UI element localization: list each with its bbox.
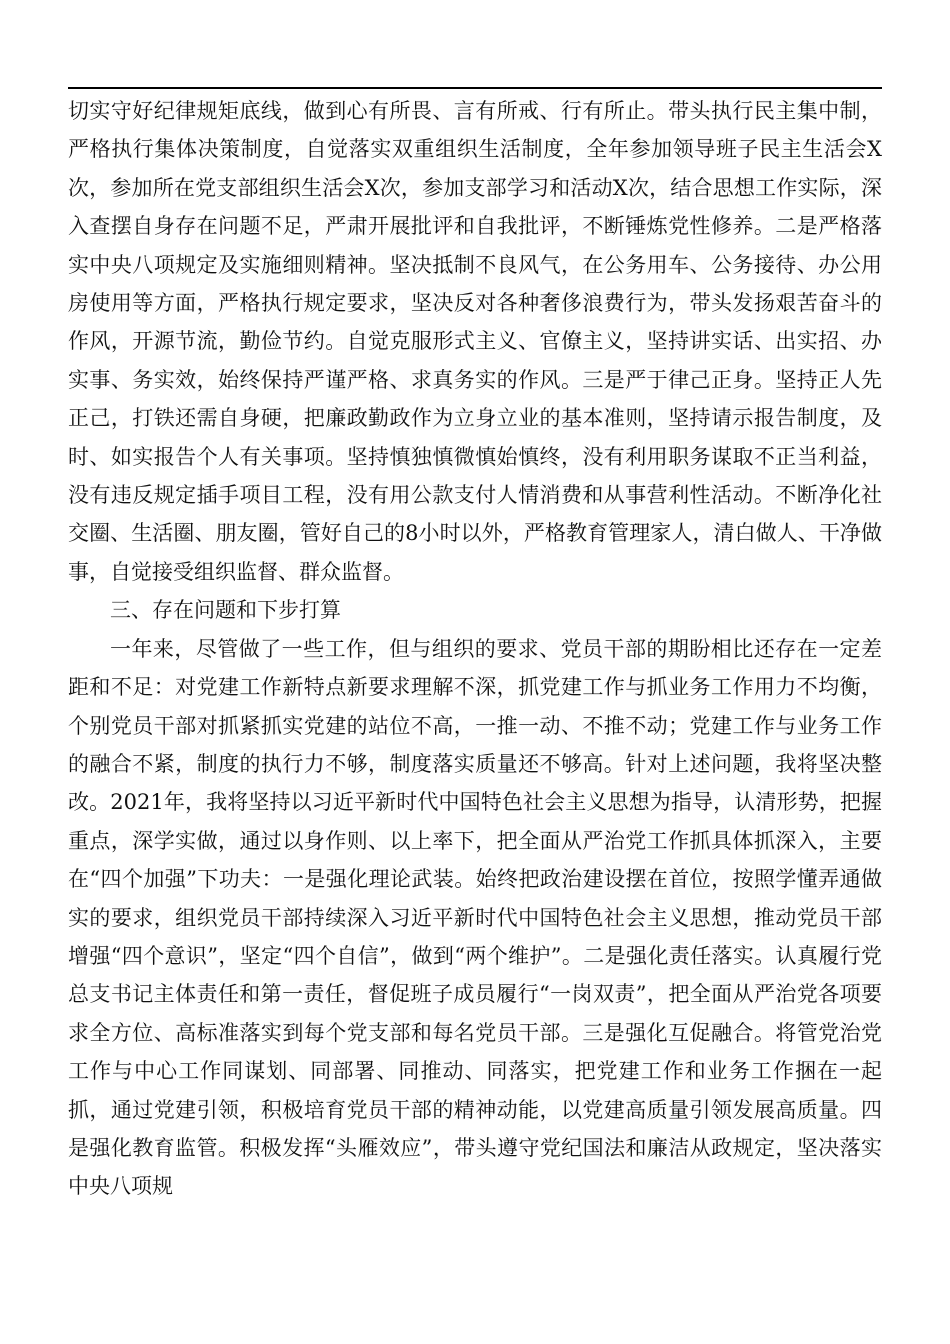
paragraph-continued: 切实守好纪律规矩底线，做到心有所畏、言有所戒、行有所止。带头执行民主集中制，严格执行集体决策制度，自觉落实双重组织生活制度，全年参加领导班子民主生活会X次，参加所在党支部组织生活会X次，参加支部学习和活动X次，结合思想工作实际，深入查摆自身存在问题不足，严肃开展批评和自我批评，不断锤炼党性修养。二是严格落实中央八项规定及实施细则精神。坚决抵制不良风气，在公务用车、公务接待、办公用房使用等方面，严格执行规定要求，坚决反对各种奢侈浪费行为，带头发扬艰苦奋斗的作风，开源节流，勤俭节约。自觉克服形式主义、官僚主义，坚持讲实话、出实招、办实事、务实效，始终保持严谨严格、求真务实的作风。三是严于律己正身。坚持正人先正己，打铁还需自身硬，把廉政勤政作为立身立业的基本准则，坚持请示报告制度，及时、如实报告个人有关事项。坚持慎独慎微慎始慎终，没有利用职务谋取不正当利益，没有违反规定插手项目工程，没有用公款支付人情消费和从事营利性活动。不断净化社交圈、生活圈、朋友圈，管好自己的8小时以外，严格教育管理家人，清白做人、干净做事，自觉接受组织监督、群众监督。 (68, 99, 882, 584)
header-rule (68, 87, 882, 89)
section-heading: 三、存在问题和下步打算 (110, 598, 341, 623)
paragraph-main: 一年来，尽管做了一些工作，但与组织的要求、党员干部的期盼相比还存在一定差距和不足：对党建工作新特点新要求理解不深，抓党建工作与抓业务工作用力不均衡，个别党员干部对抓紧抓实党建的站位不高，一推一动、不推不动；党建工作与业务工作的融合不紧，制度的执行力不够，制度落实质量还不够高。针对上述问题，我将坚决整改。2021年，我将坚持以习近平新时代中国特色社会主义思想为指导，认清形势，把握重点，深学实做，通过以身作则、以上率下，把全面从严治党工作抓具体抓深入，主要在“四个加强”下功夫：一是强化理论武装。始终把政治建设摆在首位，按照学懂弄通做实的要求，组织党员干部持续深入习近平新时代中国特色社会主义思想，推动党员干部增强“四个意识”，坚定“四个自信”，做到“两个维护”。二是强化责任落实。认真履行党总支书记主体责任和第一责任，督促班子成员履行“一岗双责”，把全面从严治党各项要求全方位、高标准落实到每个党支部和每名党员干部。三是强化互促融合。将管党治党工作与中心工作同谋划、同部署、同推动、同落实，把党建工作和业务工作捆在一起抓，通过党建引领，积极培育党员干部的精神动能，以党建高质量引领发展高质量。四是强化教育监管。积极发挥“头雁效应”，带头遵守党纪国法和廉洁从政规定，坚决落实中央八项规 (68, 636, 882, 1199)
document-body (68, 92, 882, 1206)
